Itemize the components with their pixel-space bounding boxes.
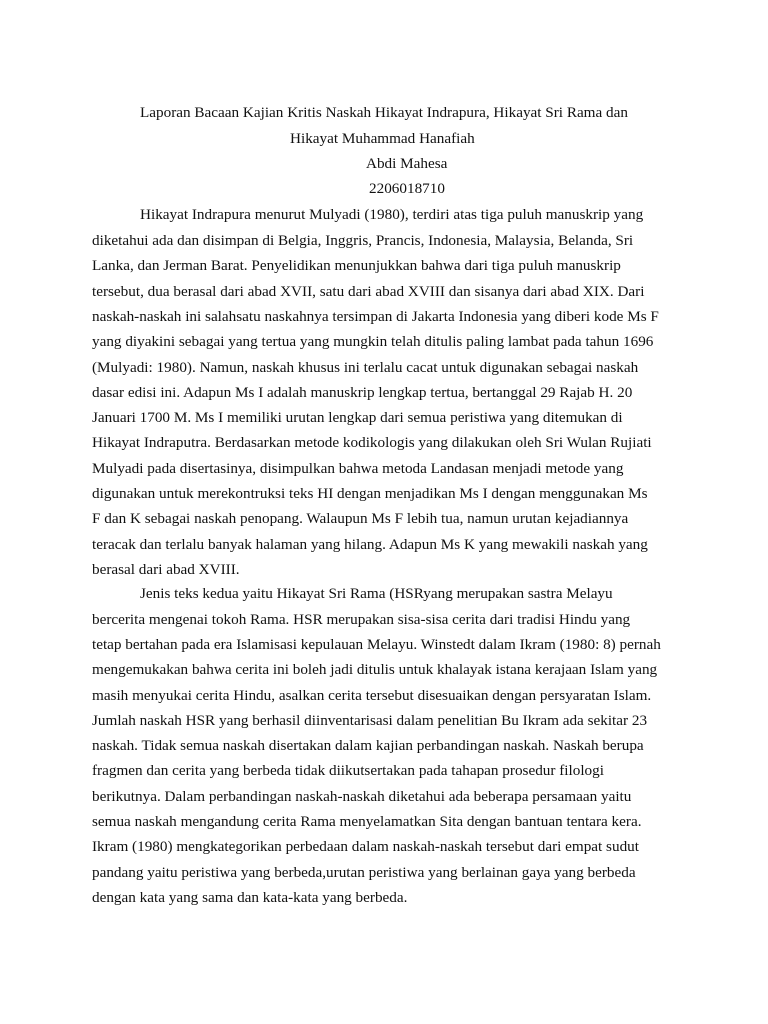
paragraph-line: digunakan untuk merekontruksi teks HI dengan menjadikan Ms I dengan menggunakan Ms xyxy=(92,485,648,502)
paragraph-line: Jenis teks kedua yaitu Hikayat Sri Rama (HSRyang merupakan sastra Melayu xyxy=(140,585,613,602)
paragraph-line: berikutnya. Dalam perbandingan naskah-naskah diketahui ada beberapa persamaan yaitu xyxy=(92,788,632,805)
paragraph-line: semua naskah mengandung cerita Rama menyelamatkan Sita dengan bantuan tentara kera. xyxy=(92,813,642,830)
document-title-line-2: Hikayat Muhammad Hanafiah xyxy=(290,130,475,147)
paragraph-line: masih menyukai cerita Hindu, asalkan cerita tersebut disesuaikan dengan persyaratan Islam. xyxy=(92,687,652,704)
paragraph-line: naskah. Tidak semua naskah disertakan dalam kajian perbandingan naskah. Naskah berupa xyxy=(92,737,644,754)
student-id: 2206018710 xyxy=(369,180,445,197)
paragraph-line: berasal dari abad XVIII. xyxy=(92,561,240,578)
paragraph-line: tetap bertahan pada era Islamisasi kepulauan Melayu. Winstedt dalam Ikram (1980: 8) pernah xyxy=(92,636,661,653)
paragraph-line: mengemukakan bahwa cerita ini boleh jadi ditulis untuk khalayak istana kerajaan Islam yang xyxy=(92,661,658,678)
paragraph-line: yang diyakini sebagai yang tertua yang mungkin telah ditulis paling lambat pada tahun 1696 xyxy=(92,333,654,350)
paragraph-line: fragmen dan cerita yang berbeda tidak diikutsertakan pada tahapan prosedur filologi xyxy=(92,762,604,779)
paragraph-line: Januari 1700 M. Ms I memiliki urutan lengkap dari semua peristiwa yang ditemukan di xyxy=(92,409,623,426)
paragraph-line: Ikram (1980) mengkategorikan perbedaan dalam naskah-naskah tersebut dari empat sudut xyxy=(92,838,639,855)
paragraph-line: (Mulyadi: 1980). Namun, naskah khusus ini terlalu cacat untuk digunakan sebagai naskah xyxy=(92,359,639,376)
paragraph-line: Mulyadi pada disertasinya, disimpulkan bahwa metoda Landasan menjadi metode yang xyxy=(92,460,624,477)
paragraph-line: tersebut, dua berasal dari abad XVII, satu dari abad XVIII dan sisanya dari abad XIX. Dari xyxy=(92,283,645,300)
document-title-line-1: Laporan Bacaan Kajian Kritis Naskah Hikayat Indrapura, Hikayat Sri Rama dan xyxy=(140,104,628,121)
paragraph-line: F dan K sebagai naskah penopang. Walaupun Ms F lebih tua, namun urutan kejadiannya xyxy=(92,510,629,527)
author-name: Abdi Mahesa xyxy=(366,155,448,172)
paragraph-line: naskah-naskah ini salahsatu naskahnya tersimpan di Jakarta Indonesia yang diberi kode Ms F xyxy=(92,308,659,325)
paragraph-line: diketahui ada dan disimpan di Belgia, Inggris, Prancis, Indonesia, Malaysia, Belanda, Sri xyxy=(92,232,634,249)
paragraph-line: bercerita mengenai tokoh Rama. HSR merupakan sisa-sisa cerita dari tradisi Hindu yang xyxy=(92,611,631,628)
paragraph-line: dengan kata yang sama dan kata-kata yang berbeda. xyxy=(92,889,408,906)
paragraph-line: teracak dan terlalu banyak halaman yang hilang. Adapun Ms K yang mewakili naskah yang xyxy=(92,536,648,553)
paragraph-line: Lanka, dan Jerman Barat. Penyelidikan menunjukkan bahwa dari tiga puluh manuskrip xyxy=(92,257,621,274)
paragraph-line: Hikayat Indraputra. Berdasarkan metode kodikologis yang dilakukan oleh Sri Wulan Rujiati xyxy=(92,434,652,451)
paragraph-line: Jumlah naskah HSR yang berhasil diinventarisasi dalam penelitian Bu Ikram ada sekitar 23 xyxy=(92,712,648,729)
paragraph-line: dasar edisi ini. Adapun Ms I adalah manuskrip lengkap tertua, bertanggal 29 Rajab H. 20 xyxy=(92,384,633,401)
paragraph-line: pandang yaitu peristiwa yang berbeda,urutan peristiwa yang berlainan gaya yang berbeda xyxy=(92,864,636,881)
paragraph-line: Hikayat Indrapura menurut Mulyadi (1980), terdiri atas tiga puluh manuskrip yang xyxy=(140,206,644,223)
